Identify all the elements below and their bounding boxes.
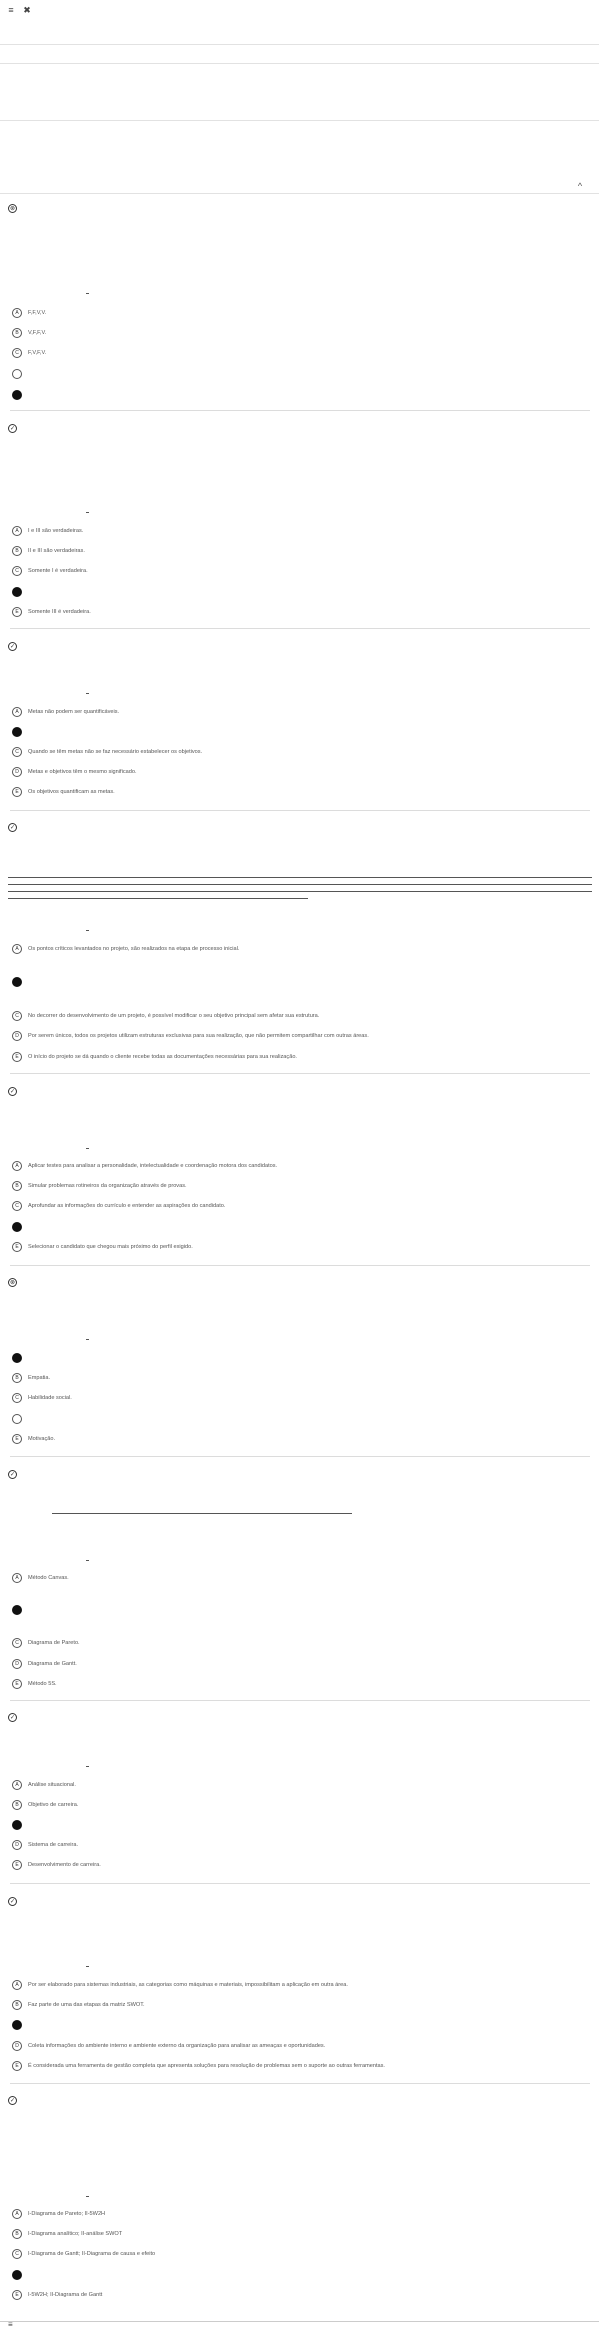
option-radio[interactable]: B: [12, 328, 22, 338]
option-text: Simular problemas rotineiros da organização através de provas.: [28, 1183, 187, 1189]
correct-answer-icon: ✓: [9, 1472, 16, 1478]
question-divider: [10, 1883, 590, 1884]
header-divider: [0, 120, 599, 121]
menu-icon[interactable]: ≡: [8, 2320, 13, 2329]
correct-answer-icon: ✓: [9, 644, 16, 650]
option-radio[interactable]: [12, 1353, 22, 1363]
collapse-chevron-icon[interactable]: ^: [577, 181, 583, 191]
option-radio[interactable]: A: [12, 1780, 22, 1790]
option-text: É considerada uma ferramenta de gestão completa que apresenta soluções para resolução de problemas sem o suporte ao outras ferramentas.: [28, 2063, 385, 2069]
option-radio[interactable]: C: [12, 1638, 22, 1648]
option-text: Somente III é verdadeira.: [28, 609, 91, 615]
bottom-divider: [0, 2321, 599, 2322]
answer-marker: [86, 293, 89, 294]
answer-marker: [86, 1560, 89, 1561]
option-radio[interactable]: A: [12, 944, 22, 954]
option-text: F,V,F,V.: [28, 350, 47, 356]
option-text: I-5W2H; II-Diagrama de Gantt: [28, 2292, 103, 2298]
option-radio[interactable]: C: [12, 348, 22, 358]
question-divider: [10, 1265, 590, 1266]
option-radio[interactable]: A: [12, 707, 22, 717]
option-text: Selecionar o candidato que chegou mais próximo do perfil exigido.: [28, 1244, 193, 1250]
option-radio[interactable]: [12, 369, 22, 379]
answer-marker: [86, 930, 89, 931]
option-radio[interactable]: C: [12, 1201, 22, 1211]
option-text: Motivação.: [28, 1436, 56, 1442]
header-divider: [0, 44, 599, 45]
option-radio[interactable]: A: [12, 2209, 22, 2219]
option-text: No decorrer do desenvolvimento de um projeto, é possível modificar o seu objetivo principal sem afetar sua estrutura.: [28, 1013, 320, 1019]
correct-answer-icon: ✓: [9, 825, 16, 831]
option-text: Faz parte de uma das etapas da matriz SWOT.: [28, 2002, 145, 2008]
question-divider: [10, 628, 590, 629]
option-radio[interactable]: E: [12, 1434, 22, 1444]
option-radio[interactable]: D: [12, 1031, 22, 1041]
question-text-line: [8, 898, 308, 899]
question-divider: [10, 1700, 590, 1701]
question-divider: [10, 1456, 590, 1457]
option-text: I-Diagrama de Pareto; II-5W2H: [28, 2211, 106, 2217]
option-text: Habilidade social.: [28, 1395, 72, 1401]
option-radio[interactable]: C: [12, 1393, 22, 1403]
menu-icon[interactable]: ≡: [8, 5, 14, 15]
header-divider: [0, 63, 599, 64]
option-radio[interactable]: A: [12, 1161, 22, 1171]
option-radio[interactable]: [12, 587, 22, 597]
question-text-line: [8, 891, 592, 892]
option-text: Diagrama de Gantt.: [28, 1661, 77, 1667]
option-text: Metas não podem ser quantificáveis.: [28, 709, 120, 715]
option-radio[interactable]: [12, 1605, 22, 1615]
option-text: Método Canvas.: [28, 1575, 69, 1581]
question-divider: [10, 1073, 590, 1074]
option-radio[interactable]: [12, 1414, 22, 1424]
option-text: Análise situacional.: [28, 1782, 76, 1788]
option-radio[interactable]: B: [12, 2229, 22, 2239]
option-text: Somente I é verdadeira.: [28, 568, 88, 574]
option-radio[interactable]: B: [12, 546, 22, 556]
option-radio[interactable]: [12, 390, 22, 400]
option-radio[interactable]: [12, 2270, 22, 2280]
question-text-line: [52, 1513, 352, 1514]
question-divider: [10, 410, 590, 411]
question-text-line: [8, 884, 592, 885]
option-radio[interactable]: C: [12, 2249, 22, 2259]
option-text: I e III são verdadeiras.: [28, 528, 84, 534]
correct-answer-icon: ✓: [9, 1715, 16, 1721]
option-text: Aplicar testes para analisar a personalidade, intelectualidade e coordenação motora dos candidatos.: [28, 1163, 278, 1169]
option-text: F,F,V,V.: [28, 310, 47, 316]
correct-answer-icon: ✓: [9, 2098, 16, 2104]
option-radio[interactable]: D: [12, 767, 22, 777]
option-radio[interactable]: B: [12, 1181, 22, 1191]
option-radio[interactable]: [12, 2020, 22, 2030]
option-radio[interactable]: A: [12, 308, 22, 318]
option-radio[interactable]: E: [12, 1242, 22, 1252]
correct-answer-icon: ✓: [9, 1899, 16, 1905]
question-text-line: [8, 877, 592, 878]
question-divider: [10, 810, 590, 811]
answer-marker: [86, 1148, 89, 1149]
answer-marker: [86, 2196, 89, 2197]
option-radio[interactable]: D: [12, 2041, 22, 2051]
answer-marker: [86, 693, 89, 694]
wrong-answer-icon: ⊗: [9, 206, 16, 212]
option-radio[interactable]: B: [12, 1373, 22, 1383]
option-text: Metas e objetivos têm o mesmo significado.: [28, 769, 137, 775]
option-radio[interactable]: C: [12, 1011, 22, 1021]
option-radio[interactable]: E: [12, 1679, 22, 1689]
option-text: O início do projeto se dá quando o cliente recebe todas as documentações necessárias para sua realização.: [28, 1054, 297, 1060]
option-text: Quando se têm metas não se faz necessário estabelecer os objetivos.: [28, 749, 203, 755]
option-text: Objetivo de carreira.: [28, 1802, 79, 1808]
option-radio[interactable]: C: [12, 566, 22, 576]
option-text: Diagrama de Pareto.: [28, 1640, 80, 1646]
option-radio[interactable]: E: [12, 607, 22, 617]
tools-icon[interactable]: ✖: [23, 5, 31, 15]
option-radio[interactable]: E: [12, 2290, 22, 2300]
option-text: Os pontos críticos levantados no projeto, são realizados na etapa de processo inicial.: [28, 946, 240, 952]
option-radio[interactable]: E: [12, 2061, 22, 2071]
option-text: I-Diagrama analítico; II-análise SWOT: [28, 2231, 123, 2237]
option-text: Os objetivos quantificam as metas.: [28, 789, 115, 795]
option-radio[interactable]: [12, 1820, 22, 1830]
option-text: Aprofundar as informações do currículo e entender as aspirações do candidato.: [28, 1203, 226, 1209]
answer-marker: [86, 1966, 89, 1967]
option-radio[interactable]: C: [12, 747, 22, 757]
header-divider: [0, 193, 599, 194]
correct-answer-icon: ✓: [9, 1089, 16, 1095]
wrong-answer-icon: ⊗: [9, 1280, 16, 1286]
option-text: I-Diagrama de Gantt; II-Diagrama de causa e efeito: [28, 2251, 156, 2257]
option-text: Por serem únicos, todos os projetos utilizam estruturas exclusivas para sua realização, que não permitem compartilhar com outras áreas.: [28, 1033, 369, 1039]
option-radio[interactable]: [12, 977, 22, 987]
option-text: V,F,F,V.: [28, 330, 47, 336]
option-radio[interactable]: E: [12, 1052, 22, 1062]
option-radio[interactable]: E: [12, 787, 22, 797]
answer-marker: [86, 1339, 89, 1340]
top-toolbar: [0, 0, 599, 20]
answer-marker: [86, 512, 89, 513]
option-radio[interactable]: A: [12, 526, 22, 536]
answer-marker: [86, 1766, 89, 1767]
option-radio[interactable]: A: [12, 1980, 22, 1990]
option-radio[interactable]: [12, 1222, 22, 1232]
option-radio[interactable]: B: [12, 1800, 22, 1810]
option-radio[interactable]: E: [12, 1860, 22, 1870]
option-text: Empatia.: [28, 1375, 51, 1381]
option-radio[interactable]: D: [12, 1659, 22, 1669]
option-text: Método 5S.: [28, 1681, 57, 1687]
option-radio[interactable]: A: [12, 1573, 22, 1583]
option-radio[interactable]: D: [12, 1840, 22, 1850]
option-radio[interactable]: B: [12, 2000, 22, 2010]
option-text: Sistema de carreira.: [28, 1842, 79, 1848]
correct-answer-icon: ✓: [9, 426, 16, 432]
option-radio[interactable]: [12, 727, 22, 737]
option-text: Desenvolvimento de carreira.: [28, 1862, 101, 1868]
option-text: Por ser elaborado para sistemas industriais, as categorias como máquinas e materiais, impossibilitam a aplicação em outra área.: [28, 1982, 348, 1988]
option-text: II e III são verdadeiras.: [28, 548, 85, 554]
option-text: Coleta informações do ambiente interno e ambiente externo da organização para analisar as ameaças e oportunidades.: [28, 2043, 326, 2049]
question-divider: [10, 2083, 590, 2084]
